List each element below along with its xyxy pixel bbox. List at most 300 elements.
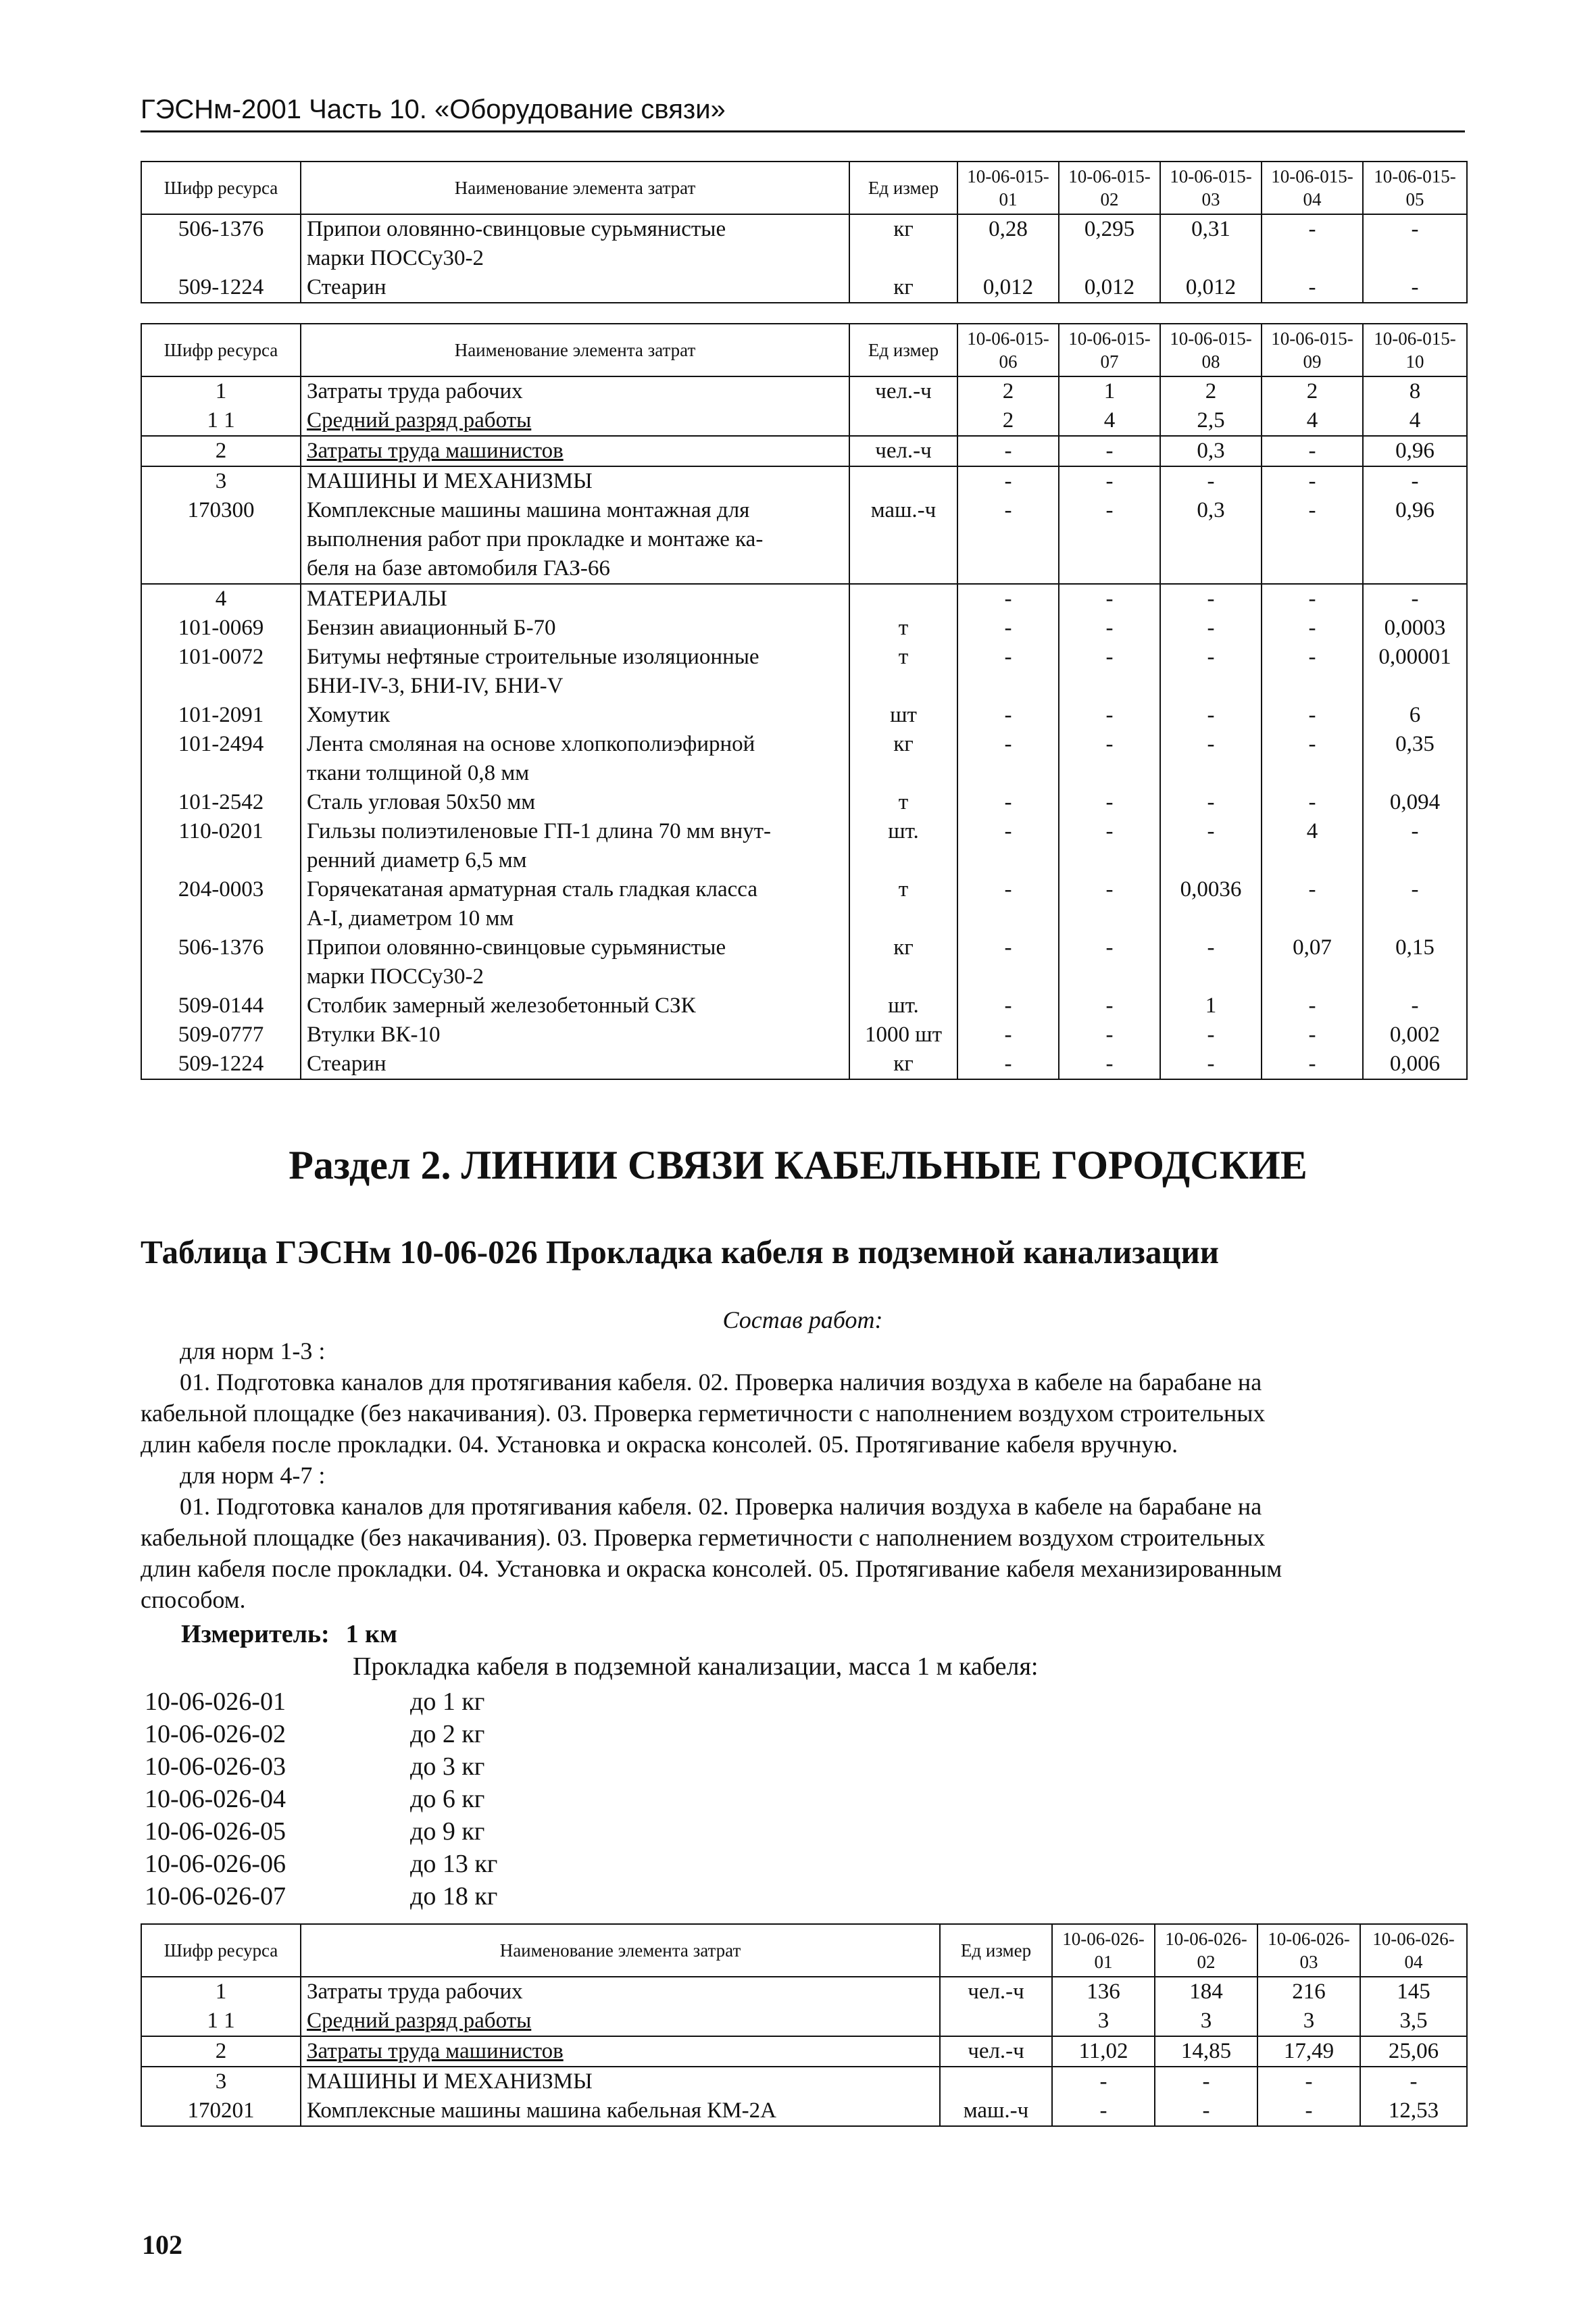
resource-code: 2 bbox=[141, 2036, 301, 2067]
header-code: Шифр ресурса bbox=[141, 324, 301, 376]
header-name: Наименование элемента затрат bbox=[301, 1924, 940, 1977]
header-code: Шифр ресурса bbox=[141, 1924, 301, 1977]
header-norm-code: 10-06-015-07 bbox=[1059, 324, 1160, 376]
header-norm-code: 10-06-015-08 bbox=[1160, 324, 1262, 376]
norm-variant-desc: до 18 кг bbox=[410, 1882, 498, 1911]
resource-table-a bbox=[141, 161, 1468, 303]
resource-name bbox=[301, 214, 849, 273]
norm-value: - bbox=[1262, 643, 1363, 701]
norm-value: 4 bbox=[1262, 817, 1363, 875]
norm-value: - bbox=[1160, 730, 1262, 788]
norm-variant bbox=[145, 1750, 497, 1783]
norm-value: - bbox=[1262, 496, 1363, 584]
resource-name-line: Комплексные машины машина кабельная КМ-2А bbox=[307, 2098, 776, 2123]
norm-value: 0,31 bbox=[1160, 214, 1262, 273]
norm-variant-code: 10-06-026-04 bbox=[145, 1785, 286, 1813]
resource-code: 1 1 bbox=[141, 2007, 301, 2036]
norm-variant-desc: до 2 кг bbox=[410, 1720, 485, 1748]
norm-value: - bbox=[957, 466, 1059, 496]
resource-name-line: Горячекатаная арматурная сталь гладкая класса bbox=[307, 877, 757, 902]
table-row bbox=[141, 466, 1467, 496]
norm-value: 4 bbox=[1363, 406, 1467, 436]
norm-value: 0,002 bbox=[1363, 1020, 1467, 1050]
unit: т bbox=[849, 788, 957, 817]
unit: маш.-ч bbox=[940, 2096, 1052, 2126]
norm-value: - bbox=[1262, 584, 1363, 614]
header-norm-code: 10-06-015-05 bbox=[1363, 162, 1467, 214]
norm-value: - bbox=[957, 496, 1059, 584]
resource-code: 110-0201 bbox=[141, 817, 301, 875]
resource-name-line: МАШИНЫ И МЕХАНИЗМЫ bbox=[307, 2069, 593, 2094]
resource-code: 509-0777 bbox=[141, 1020, 301, 1050]
norm-value: - bbox=[957, 817, 1059, 875]
header-norm-code: 10-06-015-04 bbox=[1262, 162, 1363, 214]
resource-name bbox=[301, 2096, 940, 2126]
header-norm-code: 10-06-026-01 bbox=[1052, 1924, 1155, 1977]
resource-code: 2 bbox=[141, 436, 301, 466]
unit: шт. bbox=[849, 817, 957, 875]
resource-name-line: марки ПОССу30-2 bbox=[307, 964, 484, 989]
norm-value: - bbox=[1059, 614, 1160, 643]
norm-value: - bbox=[1059, 1020, 1160, 1050]
resource-name bbox=[301, 436, 849, 466]
norm-value: 216 bbox=[1257, 1977, 1360, 2007]
resource-code: 509-0144 bbox=[141, 991, 301, 1020]
table-row bbox=[141, 701, 1467, 730]
resource-name-line: выполнения работ при прокладке и монтаже ка- bbox=[307, 527, 764, 551]
composition-line: кабельной площадке (без накачивания). 03. Проверка герметичности с наполнением воздухом строительных bbox=[141, 1400, 1266, 1427]
header-norm-code: 10-06-015-06 bbox=[957, 324, 1059, 376]
norm-value: - bbox=[1160, 584, 1262, 614]
norm-value: - bbox=[1059, 643, 1160, 701]
resource-name bbox=[301, 730, 849, 788]
header-norm-code: 10-06-015-03 bbox=[1160, 162, 1262, 214]
norm-value: - bbox=[1059, 436, 1160, 466]
resource-code: 1 bbox=[141, 1977, 301, 2007]
table-row bbox=[141, 2067, 1467, 2096]
norm-value: 3 bbox=[1155, 2007, 1257, 2036]
norm-value: - bbox=[1257, 2096, 1360, 2126]
norm-value: 0,35 bbox=[1363, 730, 1467, 788]
norm-value: - bbox=[957, 1050, 1059, 1079]
resource-name bbox=[301, 1050, 849, 1079]
norm-value: - bbox=[1160, 614, 1262, 643]
resource-name bbox=[301, 584, 849, 614]
table-row bbox=[141, 788, 1467, 817]
composition-heading: Состав работ: bbox=[722, 1306, 883, 1333]
unit: кг bbox=[849, 273, 957, 303]
header-norm-code: 10-06-015-02 bbox=[1059, 162, 1160, 214]
resource-name-line: Хомутик bbox=[307, 703, 391, 727]
resource-name-line: Битумы нефтяные строительные изоляционные bbox=[307, 645, 759, 669]
work-composition bbox=[141, 1304, 1465, 1615]
norm-value: - bbox=[1363, 466, 1467, 496]
norm-value: - bbox=[1262, 1050, 1363, 1079]
norm-value: - bbox=[1160, 701, 1262, 730]
meter bbox=[181, 1619, 397, 1649]
norm-value: - bbox=[1155, 2067, 1257, 2096]
unit: чел.-ч bbox=[940, 1977, 1052, 2007]
norm-value: - bbox=[1052, 2096, 1155, 2126]
resource-table-b bbox=[141, 323, 1468, 1080]
norm-value: 11,02 bbox=[1052, 2036, 1155, 2067]
resource-name bbox=[301, 1977, 940, 2007]
norm-variant-desc: до 6 кг bbox=[410, 1785, 485, 1813]
table-row bbox=[141, 817, 1467, 875]
resource-code: 506-1376 bbox=[141, 933, 301, 991]
norm-value: 0,15 bbox=[1363, 933, 1467, 991]
norm-value: 3,5 bbox=[1360, 2007, 1467, 2036]
section-title: Раздел 2. ЛИНИИ СВЯЗИ КАБЕЛЬНЫЕ ГОРОДСКИЕ bbox=[289, 1143, 1307, 1187]
norm-value: - bbox=[1262, 214, 1363, 273]
norm-value: - bbox=[1160, 788, 1262, 817]
table-row bbox=[141, 614, 1467, 643]
composition-line: длин кабеля после прокладки. 04. Установка и окраска консолей. 05. Протягивание кабеля механизированным bbox=[141, 1555, 1282, 1582]
header-norm-code: 10-06-015-09 bbox=[1262, 324, 1363, 376]
unit bbox=[940, 2007, 1052, 2036]
composition-lines bbox=[141, 1335, 1465, 1615]
norm-variant-code: 10-06-026-05 bbox=[145, 1817, 286, 1846]
norm-variant bbox=[145, 1783, 497, 1815]
unit: т bbox=[849, 875, 957, 933]
resource-name bbox=[301, 991, 849, 1020]
norm-value: - bbox=[1160, 1050, 1262, 1079]
resource-name bbox=[301, 466, 849, 496]
meter-label: Измеритель: bbox=[181, 1620, 330, 1648]
norm-value: - bbox=[1363, 875, 1467, 933]
resource-name bbox=[301, 376, 849, 406]
resource-name bbox=[301, 406, 849, 436]
table-title: Таблица ГЭСНм 10-06-026 Прокладка кабеля в подземной канализации bbox=[141, 1233, 1220, 1271]
norm-value: - bbox=[1262, 436, 1363, 466]
resource-name-line: Затраты труда рабочих bbox=[307, 379, 523, 403]
norm-value: - bbox=[957, 933, 1059, 991]
header-name: Наименование элемента затрат bbox=[301, 324, 849, 376]
norm-value: 0,0003 bbox=[1363, 614, 1467, 643]
unit: 1000 шт bbox=[849, 1020, 957, 1050]
resource-name-line: марки ПОССу30-2 bbox=[307, 246, 484, 270]
resource-name bbox=[301, 2067, 940, 2096]
norm-value: 14,85 bbox=[1155, 2036, 1257, 2067]
norm-value: - bbox=[1059, 730, 1160, 788]
norm-value: 2 bbox=[957, 376, 1059, 406]
norm-value: 1 bbox=[1059, 376, 1160, 406]
norm-value: 17,49 bbox=[1257, 2036, 1360, 2067]
norm-value: - bbox=[957, 875, 1059, 933]
table-header-row bbox=[141, 324, 1467, 376]
norm-value: 0,006 bbox=[1363, 1050, 1467, 1079]
resource-code: 3 bbox=[141, 466, 301, 496]
norm-value: 145 bbox=[1360, 1977, 1467, 2007]
unit bbox=[849, 406, 957, 436]
resource-name-line: беля на базе автомобиля ГАЗ-66 bbox=[307, 556, 610, 581]
norm-value: - bbox=[1363, 214, 1467, 273]
norm-value: - bbox=[1262, 1020, 1363, 1050]
norm-value: - bbox=[1052, 2067, 1155, 2096]
norm-value: - bbox=[1155, 2096, 1257, 2126]
unit: кг bbox=[849, 730, 957, 788]
header-unit: Ед измер bbox=[849, 162, 957, 214]
resource-name-line: Комплексные машины машина монтажная для bbox=[307, 498, 750, 522]
norm-value: 8 bbox=[1363, 376, 1467, 406]
norm-value: 2 bbox=[957, 406, 1059, 436]
resource-code: 509-1224 bbox=[141, 273, 301, 303]
unit: кг bbox=[849, 1050, 957, 1079]
norm-value: - bbox=[1160, 933, 1262, 991]
norm-value: - bbox=[1262, 466, 1363, 496]
resource-name-line: Сталь угловая 50х50 мм bbox=[307, 790, 536, 814]
norm-value: - bbox=[957, 614, 1059, 643]
unit: шт bbox=[849, 701, 957, 730]
norm-variant-code: 10-06-026-02 bbox=[145, 1720, 286, 1748]
resource-table-c bbox=[141, 1923, 1468, 2127]
header-code: Шифр ресурса bbox=[141, 162, 301, 214]
unit: кг bbox=[849, 933, 957, 991]
resource-name bbox=[301, 875, 849, 933]
norm-value: 2,5 bbox=[1160, 406, 1262, 436]
table-row bbox=[141, 273, 1467, 303]
resource-name-line: Лента смоляная на основе хлопкополиэфирной bbox=[307, 732, 755, 756]
composition-line: 01. Подготовка каналов для протягивания кабеля. 02. Проверка наличия воздуха в кабеле на барабане на bbox=[180, 1369, 1262, 1396]
norm-value: - bbox=[1363, 991, 1467, 1020]
resource-code: 170201 bbox=[141, 2096, 301, 2126]
norm-value: - bbox=[1160, 466, 1262, 496]
norm-value: - bbox=[1262, 991, 1363, 1020]
unit: чел.-ч bbox=[940, 2036, 1052, 2067]
norm-variant-desc: до 9 кг bbox=[410, 1817, 485, 1846]
table-row bbox=[141, 214, 1467, 273]
norm-value: - bbox=[1363, 817, 1467, 875]
table-row bbox=[141, 376, 1467, 406]
resource-name bbox=[301, 817, 849, 875]
unit: т bbox=[849, 643, 957, 701]
table-row bbox=[141, 496, 1467, 584]
table-row bbox=[141, 436, 1467, 466]
header-unit: Ед измер bbox=[940, 1924, 1052, 1977]
norm-value: - bbox=[957, 643, 1059, 701]
resource-code: 101-2091 bbox=[141, 701, 301, 730]
norm-value: - bbox=[1363, 584, 1467, 614]
table-row bbox=[141, 1050, 1467, 1079]
norm-value: 136 bbox=[1052, 1977, 1155, 2007]
norm-variant bbox=[145, 1815, 497, 1848]
norm-variant bbox=[145, 1848, 497, 1880]
unit: маш.-ч bbox=[849, 496, 957, 584]
resource-name-line: Средний разряд работы bbox=[307, 408, 532, 433]
resource-name-line: ткани толщиной 0,8 мм bbox=[307, 761, 530, 785]
norm-value: 2 bbox=[1262, 376, 1363, 406]
table-row bbox=[141, 1020, 1467, 1050]
unit: чел.-ч bbox=[849, 376, 957, 406]
norm-value: 3 bbox=[1052, 2007, 1155, 2036]
resource-name-line: Затраты труда машинистов bbox=[307, 439, 564, 463]
norm-value: - bbox=[1059, 1050, 1160, 1079]
resource-name bbox=[301, 701, 849, 730]
resource-name-line: МАШИНЫ И МЕХАНИЗМЫ bbox=[307, 469, 593, 493]
resource-name bbox=[301, 1020, 849, 1050]
norm-value: 3 bbox=[1257, 2007, 1360, 2036]
table-row bbox=[141, 933, 1467, 991]
resource-code: 509-1224 bbox=[141, 1050, 301, 1079]
norm-value: - bbox=[1262, 875, 1363, 933]
norm-value: - bbox=[957, 436, 1059, 466]
composition-line: 01. Подготовка каналов для протягивания кабеля. 02. Проверка наличия воздуха в кабеле на барабане на bbox=[180, 1493, 1262, 1520]
norm-value: - bbox=[957, 1020, 1059, 1050]
resource-name-line: Столбик замерный железобетонный СЗК bbox=[307, 993, 696, 1018]
norm-value: 0,96 bbox=[1363, 436, 1467, 466]
resource-name-line: Стеарин bbox=[307, 1052, 386, 1076]
norm-value: - bbox=[1262, 788, 1363, 817]
norm-value: - bbox=[1160, 643, 1262, 701]
table-row bbox=[141, 730, 1467, 788]
resource-name-line: Бензин авиационный Б-70 bbox=[307, 616, 556, 640]
resource-name bbox=[301, 2036, 940, 2067]
norm-value: - bbox=[1059, 875, 1160, 933]
resource-name-line: Припои оловянно-свинцовые сурьмянистые bbox=[307, 217, 726, 241]
composition-line: способом. bbox=[141, 1586, 246, 1613]
composition-line: кабельной площадке (без накачивания). 03. Проверка герметичности с наполнением воздухом строительных bbox=[141, 1524, 1266, 1551]
resource-name bbox=[301, 933, 849, 991]
resource-name-line: А-I, диаметром 10 мм bbox=[307, 906, 514, 931]
norm-variant-code: 10-06-026-01 bbox=[145, 1688, 286, 1716]
norm-value: 0,012 bbox=[957, 273, 1059, 303]
header-norm-code: 10-06-026-04 bbox=[1360, 1924, 1467, 1977]
norm-value: - bbox=[1262, 614, 1363, 643]
norm-value: - bbox=[1059, 466, 1160, 496]
norm-value: - bbox=[1363, 273, 1467, 303]
table-header-row bbox=[141, 162, 1467, 214]
header-name: Наименование элемента затрат bbox=[301, 162, 849, 214]
unit: кг bbox=[849, 214, 957, 273]
resource-name-line: Припои оловянно-свинцовые сурьмянистые bbox=[307, 935, 726, 960]
resource-name bbox=[301, 496, 849, 584]
norm-value: - bbox=[957, 991, 1059, 1020]
norm-value: - bbox=[1059, 933, 1160, 991]
header-norm-code: 10-06-015-10 bbox=[1363, 324, 1467, 376]
header-norm-code: 10-06-026-02 bbox=[1155, 1924, 1257, 1977]
norm-value: - bbox=[957, 701, 1059, 730]
norm-value: 0,012 bbox=[1059, 273, 1160, 303]
resource-name-line: Затраты труда машинистов bbox=[307, 2039, 564, 2063]
resource-name bbox=[301, 2007, 940, 2036]
resource-name bbox=[301, 788, 849, 817]
norms-subtitle: Прокладка кабеля в подземной канализации, масса 1 м кабеля: bbox=[353, 1652, 1039, 1681]
norm-value: - bbox=[1160, 817, 1262, 875]
norm-value: 25,06 bbox=[1360, 2036, 1467, 2067]
table-row bbox=[141, 1977, 1467, 2007]
unit: чел.-ч bbox=[849, 436, 957, 466]
norm-value: - bbox=[1059, 584, 1160, 614]
norm-variant-desc: до 13 кг bbox=[410, 1850, 498, 1878]
norm-value: 0,3 bbox=[1160, 496, 1262, 584]
norm-value: 0,295 bbox=[1059, 214, 1160, 273]
norm-value: - bbox=[957, 584, 1059, 614]
norm-value: 0,28 bbox=[957, 214, 1059, 273]
running-header: ГЭСНм-2001 Часть 10. «Оборудование связи» bbox=[141, 95, 1465, 132]
resource-code: 101-2542 bbox=[141, 788, 301, 817]
norm-value: - bbox=[1257, 2067, 1360, 2096]
header-norm-code: 10-06-015-01 bbox=[957, 162, 1059, 214]
unit: т bbox=[849, 614, 957, 643]
norm-value: 2 bbox=[1160, 376, 1262, 406]
norm-variant bbox=[145, 1685, 497, 1718]
table-row bbox=[141, 2096, 1467, 2126]
resource-code: 101-2494 bbox=[141, 730, 301, 788]
resource-name-line: БНИ-IV-3, БНИ-IV, БНИ-V bbox=[307, 674, 564, 698]
table-row bbox=[141, 2007, 1467, 2036]
norm-value: 12,53 bbox=[1360, 2096, 1467, 2126]
unit bbox=[849, 584, 957, 614]
resource-code: 4 bbox=[141, 584, 301, 614]
resource-code: 101-0069 bbox=[141, 614, 301, 643]
norm-value: - bbox=[1059, 991, 1160, 1020]
norm-value: 4 bbox=[1059, 406, 1160, 436]
resource-name bbox=[301, 643, 849, 701]
norm-value: - bbox=[1059, 788, 1160, 817]
norm-variant-desc: до 3 кг bbox=[410, 1752, 485, 1781]
page-number: 102 bbox=[142, 2230, 182, 2260]
norm-variant-code: 10-06-026-06 bbox=[145, 1850, 286, 1878]
norm-variant bbox=[145, 1718, 497, 1750]
resource-code: 3 bbox=[141, 2067, 301, 2096]
norm-value: 0,96 bbox=[1363, 496, 1467, 584]
table-row bbox=[141, 406, 1467, 436]
resource-name-line: Втулки ВК-10 bbox=[307, 1023, 441, 1047]
unit bbox=[849, 466, 957, 496]
norm-variant-desc: до 1 кг bbox=[410, 1688, 485, 1716]
norm-value: - bbox=[1160, 1020, 1262, 1050]
resource-name bbox=[301, 614, 849, 643]
table-row bbox=[141, 875, 1467, 933]
resource-code: 506-1376 bbox=[141, 214, 301, 273]
composition-line: длин кабеля после прокладки. 04. Установка и окраска консолей. 05. Протягивание кабеля вручную. bbox=[141, 1431, 1178, 1458]
resource-name-line: Гильзы полиэтиленовые ГП-1 длина 70 мм внут- bbox=[307, 819, 772, 843]
resource-name-line: ренний диаметр 6,5 мм bbox=[307, 848, 527, 872]
resource-name bbox=[301, 273, 849, 303]
norm-value: - bbox=[957, 730, 1059, 788]
resource-name-line: МАТЕРИАЛЫ bbox=[307, 587, 447, 611]
composition-line: для норм 1-3 : bbox=[180, 1337, 326, 1364]
table-row bbox=[141, 584, 1467, 614]
norm-value: 0,094 bbox=[1363, 788, 1467, 817]
table-row bbox=[141, 643, 1467, 701]
norm-value: - bbox=[1059, 496, 1160, 584]
resource-code: 1 1 bbox=[141, 406, 301, 436]
norm-value: 0,0036 bbox=[1160, 875, 1262, 933]
norm-value: 0,07 bbox=[1262, 933, 1363, 991]
norm-value: 184 bbox=[1155, 1977, 1257, 2007]
meter-value: 1 км bbox=[345, 1620, 397, 1648]
norm-value: 4 bbox=[1262, 406, 1363, 436]
norm-value: - bbox=[1262, 273, 1363, 303]
norm-value: 0,012 bbox=[1160, 273, 1262, 303]
norm-value: - bbox=[957, 788, 1059, 817]
norm-variant-code: 10-06-026-07 bbox=[145, 1882, 286, 1911]
resource-code: 170300 bbox=[141, 496, 301, 584]
norm-value: - bbox=[1360, 2067, 1467, 2096]
norm-variant-code: 10-06-026-03 bbox=[145, 1752, 286, 1781]
resource-code: 1 bbox=[141, 376, 301, 406]
table-row bbox=[141, 2036, 1467, 2067]
norm-value: 0,00001 bbox=[1363, 643, 1467, 701]
resource-name-line: Затраты труда рабочих bbox=[307, 1979, 523, 2004]
resource-code: 101-0072 bbox=[141, 643, 301, 701]
table-header-row bbox=[141, 1924, 1467, 1977]
norm-value: - bbox=[1262, 701, 1363, 730]
norm-variants-list bbox=[145, 1685, 497, 1913]
resource-code: 204-0003 bbox=[141, 875, 301, 933]
composition-line: для норм 4-7 : bbox=[180, 1462, 326, 1489]
